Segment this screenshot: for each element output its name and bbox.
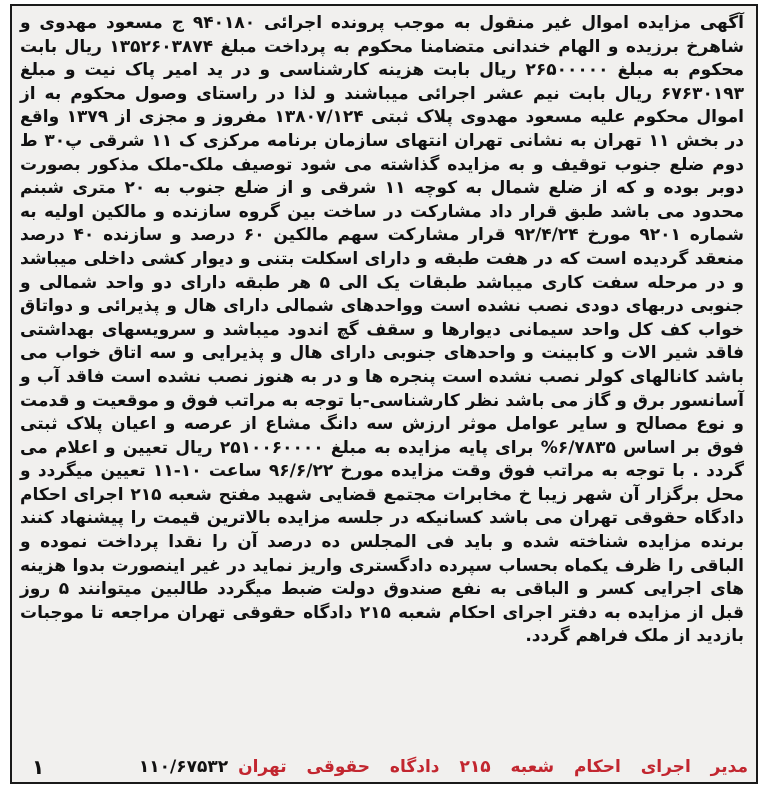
notice-footer	[26, 752, 748, 782]
newspaper-notice-clipping	[10, 4, 758, 784]
reference-number: ۱۱۰/۶۷۵۳۲	[138, 757, 229, 777]
notice-paragraph: آگهی مزایده اموال غیر منقول به موجب پرونده اجرائی ۹۴۰۱۸۰ ج مسعود مهدوی و شاهرخ برزیده و الهام خندانی متضامنا محکوم به پرداخت مبلغ ۱۳۵۲۶۰۳۸۷۴ ریال بابت محکوم به مبلغ ۲۶۵۰۰۰۰۰ ریال بابت هزینه کارشناسی و در ید امیر پاک نیت و مبلغ ۶۷۶۳۰۱۹۳ ریال بابت نیم عشر اجرائی میباشند و لذا در راستای وصول محکوم به از اموال محکوم علیه مسعود مهدوی پلاک ثبتی ۱۳۸۰۷/۱۲۴ مفروز و مجزی از ۱۳۷۹ واقع در بخش ۱۱ تهران به نشانی تهران انتهای سازمان برنامه مرکزی ک ۱۱ شرقی پ۳۰ ط دوم ضلع جنوب توقیف و به مزایده گذاشته می شود توصیف ملک-ملک مذکور بصورت دوبر بوده و که از ضلع شمال به کوچه ۱۱ شرقی و از ضلع جنوب به ۲۰ متری شبنم محدود می باشد طبق قرار داد مشارکت در ساخت بین گروه سازنده و مالکین اولیه به شماره ۹۲۰۱ مورخ ۹۲/۴/۲۴ قرار مشارکت سهم مالکین ۶۰ درصد و سازنده ۴۰ درصد منعقد گردیده است که در هفت طبقه و دارای اسکلت بتنی و دیوار کشی داخلی میباشد و در مرحله سفت کاری میباشد طبقات یک الی ۵ هر طبقه دارای دو واحد شمالی و جنوبی دربهای دودی نصب نشده است وواحدهای شمالی دارای هال و پذیرائی و دواتاق خواب کف کل واحد سیمانی دیوارها و سقف گچ اندود میباشد و سرویسهای بهداشتی فاقد شیر الات و کابینت و واحدهای جنوبی دارای هال و پذیرایی و سه اتاق خواب می باشد کانالهای کولر نصب نشده است پنجره ها و در به هنوز نصب نشده است فاقد آب و آسانسور برق و گاز می باشد نظر کارشناسی-با توجه به مراتب فوق و موقعیت و قدمت و نوع مصالح و سایر عوامل موثر ارزش سه دانگ مشاع از عرصه و اعیان پلاک ثبتی فوق بر اساس ۶/۷۸۳۵% برای پایه مزایده به مبلغ ۲۵۱۰۰۶۰۰۰۰ ریال تعیین و اعلام می گردد . با توجه به مراتب فوق وقت مزایده مورخ ۹۶/۶/۲۲ ساعت ۱۰-۱۱ تعیین میگردد و محل برگزار آن شهر زیبا خ مخابرات مجتمع قضایی شهید مفتح شعبه ۲۱۵ اجرای احکام دادگاه حقوقی تهران می باشد کسانیکه در جلسه مزایده بالاترین قیمت را پیشنهاد کنند برنده مزایده شناخته شده و باید فی المجلس ده درصد آن را نقدا پرداخت نموده و الباقی را ظرف یکماه بحساب سپرده دادگستری واریز نماید در غیر اینصورت بدوا هزینه های اجرایی کسر و الباقی به نفع صندوق دولت ضبط میگردد طالبین میتوانند ۵ روز قبل از مزایده به دفتر اجرای احکام شعبه ۲۱۵ دادگاه حقوقی تهران مراجعه تا موجبات بازدید از ملک فراهم گردد.	[20, 13, 745, 647]
issuer-signature: مدیر اجرای احکام شعبه ۲۱۵ دادگاه حقوقی تهران	[238, 757, 748, 777]
footer-mark: ۱	[32, 755, 45, 779]
auction-notice-text	[20, 12, 744, 649]
